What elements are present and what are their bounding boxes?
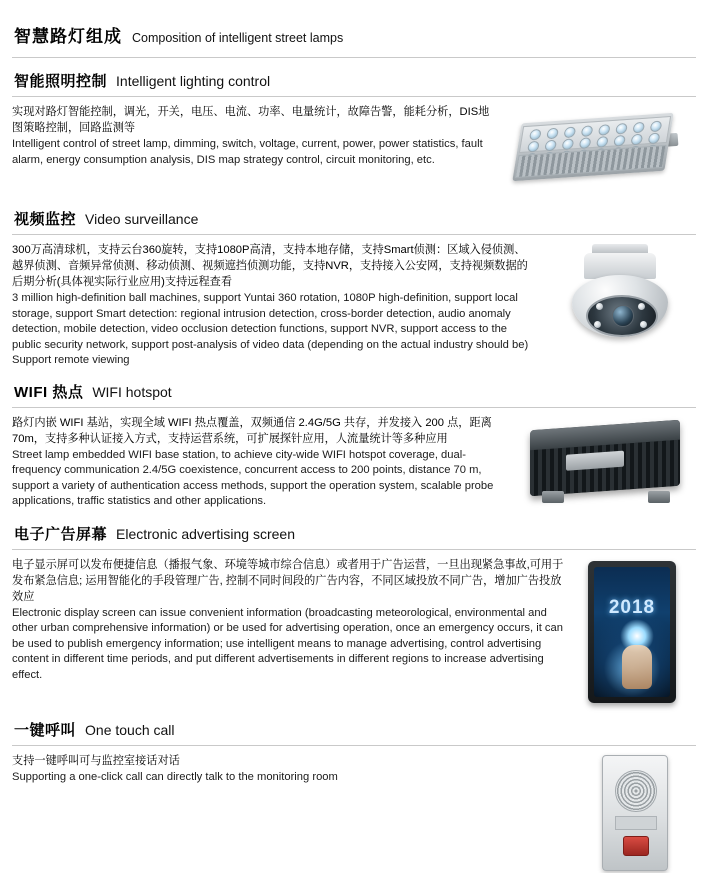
section-divider (12, 745, 696, 746)
lamp-body-icon (512, 113, 673, 181)
intercom-body-icon (602, 755, 668, 871)
section-one-touch-call (0, 707, 708, 873)
section-title-cn: 智能照明控制 (14, 73, 108, 90)
section-intelligent-lighting-control (0, 58, 708, 196)
section-divider (12, 96, 696, 97)
intercom-call-button-icon (623, 836, 649, 856)
ptz-dome-camera-image (546, 242, 696, 350)
camera-lens-icon (612, 305, 634, 327)
access-point-body-icon (530, 419, 680, 495)
wifi-access-point-image (518, 415, 696, 511)
led-advertising-screen-image (576, 557, 696, 707)
page-title-en: Composition of intelligent street lamps (132, 31, 344, 45)
screen-display-icon (594, 567, 670, 697)
access-point-label-icon (566, 450, 624, 470)
section-title-en: Electronic advertising screen (116, 525, 295, 542)
access-point-foot-icon (542, 491, 564, 503)
intercom-speaker-icon (615, 770, 657, 812)
page-title-cn: 智慧路灯组成 (14, 27, 122, 46)
section-title (12, 58, 696, 96)
section-wifi-hotspot (0, 369, 708, 511)
section-title (12, 196, 696, 234)
screen-year-text: 2018 (608, 596, 656, 618)
section-text-cn: 支持一键呼叫可与监控室接话对话 (12, 754, 180, 767)
section-title-en: WIFI hotspot (92, 383, 172, 400)
section-text-en: Electronic display screen can issue convenient information (broadcasting meteorological, environmental and other urban comprehensive information) or be used for advertising operation, once an emergency occurs, it can be used to publish emergency information; use intelligent means to manage advertising, control advertising content in different time periods, and put different advertisements in different regions to increase advertising effect. (12, 606, 563, 681)
section-text-cn: 路灯内嵌 WIFI 基站，实现全域 WIFI 热点覆盖，双频通信 2.4G/5G 共存，并发接入 200 点，距离 70m，支持多种认证接入方式，支持运营系统，可扩展探针应用，人流量统计等多种应用 (12, 416, 492, 445)
section-text-en: Intelligent control of street lamp, dimming, switch, voltage, current, power, power statistics, fault alarm, energy consumption analysis, DIS map strategy control, circuit monitoring, etc. (12, 138, 483, 166)
screen-hand-icon (622, 645, 652, 689)
section-text-cn: 300万高清球机，支持云台360旋转，支持1080P高清，支持本地存储，支持Smart侦测：区域入侵侦测、越界侦测、音频异常侦测、移动侦测、视频遮挡侦测功能，支持NVR，支持接入公安网，支持视频数据的后期分析(具体视实际行业应用)支持远程查看 (12, 244, 528, 288)
section-title-cn: 一键呼叫 (14, 721, 77, 739)
access-point-foot-icon (648, 491, 670, 503)
section-divider (12, 234, 696, 235)
section-title-en: One touch call (85, 721, 175, 738)
section-title-en: Video surveillance (85, 211, 199, 227)
screen-frame-icon (588, 561, 676, 703)
section-title-cn: WIFI 热点 (14, 383, 84, 401)
intercom-help-point-image (576, 753, 696, 873)
section-title (12, 369, 696, 407)
section-text-en: Supporting a one-click call can directly talk to the monitoring room (12, 770, 338, 783)
section-text (12, 753, 566, 786)
section-text (12, 415, 508, 510)
section-text (12, 104, 500, 168)
section-text-cn: 实现对路灯智能控制，调光，开关，电压、电流、功率、电量统计，故障告警，能耗分析，DIS地图策略控制，回路监测等 (12, 106, 490, 134)
section-text-en: 3 million high-definition ball machines, support Yuntai 360 rotation, 1080P high-definition, support local storage, support Smart detection: regional intrusion detection, cross-border detection, audio anomaly detection, mobile detection, video occlusion detection functions, support NVR, support access to the public security network, support post-analysis of video data (depending on the actual industry should be) Support remote viewing (12, 292, 529, 366)
street-lamp-module-image (510, 104, 696, 196)
section-divider (12, 549, 696, 550)
section-title-en: Intelligent lighting control (116, 73, 271, 89)
camera-glass-icon (586, 295, 658, 337)
section-title-cn: 电子广告屏幕 (14, 525, 108, 543)
intercom-label-icon (615, 816, 657, 830)
camera-dome-icon (572, 275, 668, 337)
section-text-cn: 电子显示屏可以发布便捷信息（播报气象、环境等城市综合信息）或者用于广告运营，一旦出现紧急事故,可用于发布紧急信息; 运用智能化的手段管理广告, 控制不同时间段的广告内容，不同区域投放不同广告，增加广告投放效应 (12, 558, 564, 603)
section-title-cn: 视频监控 (14, 211, 77, 228)
section-title (12, 511, 696, 549)
section-text-en: Street lamp embedded WIFI base station, to achieve city-wide WIFI hotspot coverage, dual-frequency communication 2.4/5G coexistence, concurrent access to 200 points, distance 70 m, support a variety of authentication access methods, support the operation system, scalable probe applications, traffic statistics and other applications. (12, 448, 494, 507)
section-electronic-advertising-screen (0, 511, 708, 707)
page-header (0, 0, 708, 53)
section-divider (12, 407, 696, 408)
section-text (12, 242, 536, 369)
section-text (12, 557, 566, 684)
section-video-surveillance (0, 196, 708, 369)
section-title (12, 707, 696, 745)
